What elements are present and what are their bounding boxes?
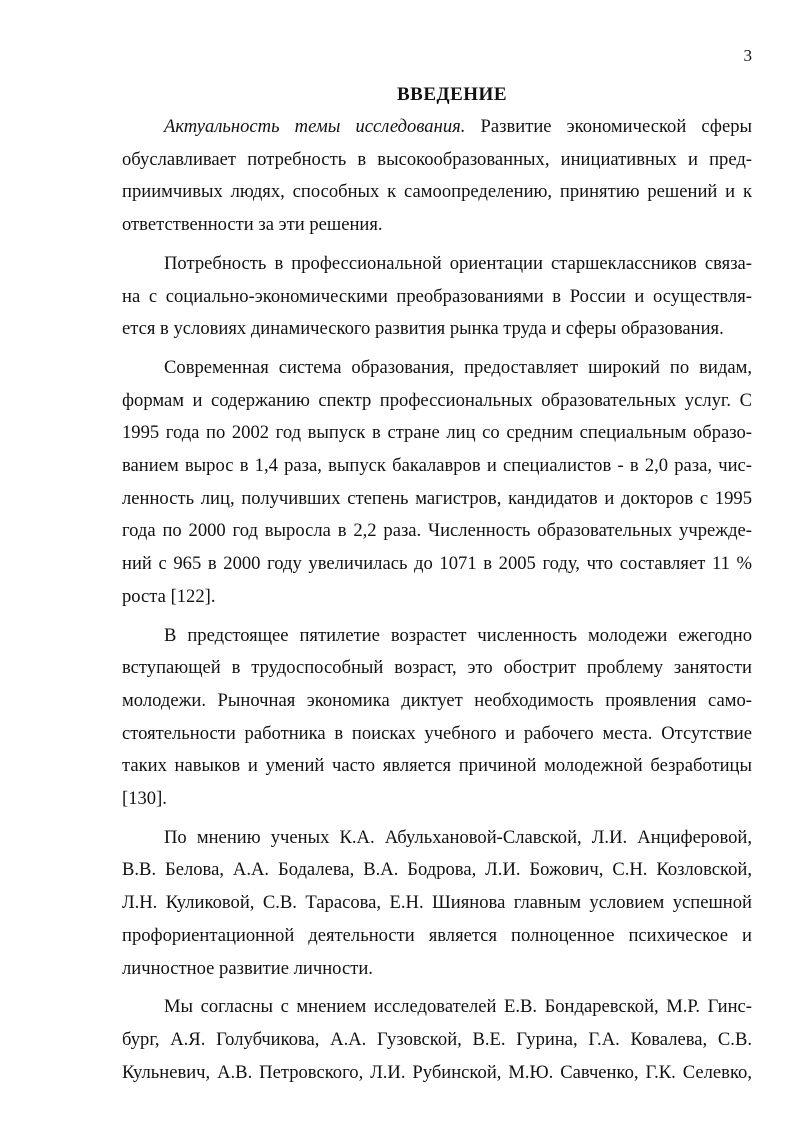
paragraph-lead: Актуальность темы исследования. [164,116,466,137]
paragraph-line: молодежи. Рыночная экономика диктует необходимость проявления само- [122,689,752,711]
paragraph-line: [130]. [122,788,167,810]
paragraph-line: приимчивых людях, способных к самоопределению, принятию решений и к [122,181,752,203]
paragraph-line: роста [122]. [122,585,216,607]
paragraph-line: В.В. Белова, А.А. Бодалева, В.А. Бодрова, Л.И. Божович, С.Н. Козловской, [122,859,752,881]
paragraph-career-guidance [122,248,752,346]
paragraph-researchers-agreement [122,991,752,1089]
paragraph-line: вступающей в трудоспособный возраст, это обострит проблему занятости [122,657,752,679]
document-body [122,111,752,1089]
paragraph-line: Актуальность темы исследования. Развитие экономической сферы [164,116,752,137]
paragraph-line: на с социально-экономическими преобразованиями в России и осуществля- [122,285,752,307]
paragraph-line: бург, А.Я. Голубчикова, А.А. Гузовской, В.Е. Гурина, Г.А. Ковалева, С.В. [122,1028,752,1050]
paragraph-line: В предстоящее пятилетие возрастет численность молодежи ежегодно [164,624,752,646]
paragraph-line: Потребность в профессиональной ориентации старшеклассников связа- [164,252,752,274]
paragraph-line: По мнению ученых К.А. Абульхановой-Славской, Л.И. Анциферовой, [164,826,752,848]
paragraph-line: Мы согласны с мнением исследователей Е.В. Бондаревской, М.Р. Гинс- [164,996,752,1018]
paragraph-line: стоятельности работника в поисках учебного и рабочего места. Отсутствие [122,722,752,744]
paragraph-line: личностное развитие личности. [122,957,373,979]
paragraph-line: ленность лиц, получивших степень магистров, кандидатов и докторов с 1995 [122,487,752,509]
paragraph-line: ется в условиях динамического развития рынка труда и сферы образования. [122,318,724,340]
paragraph-line: формам и содержанию спектр профессиональных образовательных услуг. С [122,389,752,411]
paragraph-line: Кульневич, А.В. Петровского, Л.И. Рубинской, М.Ю. Савченко, Г.К. Селевко, [122,1061,752,1083]
page-number: 3 [743,46,752,65]
paragraph-line: ответственности за эти решения. [122,214,383,236]
paragraph-education-system [122,352,752,614]
paragraph-line: обуславливает потребность в высокообразованных, инициативных и пред- [122,148,752,170]
paragraph-line: ванием вырос в 1,4 раза, выпуск бакалавров и специалистов - в 2,0 раза, чис- [122,455,752,477]
paragraph-line: таких навыков и умений часто является причиной молодежной безработицы [122,755,752,777]
paragraph-line: ний с 965 в 2000 году увеличилась до 1071 в 2005 году, что составляет 11 % [122,553,752,575]
paragraph-youth-employment [122,620,752,816]
paragraph-relevance [122,111,752,242]
paragraph-line: 1995 года по 2002 год выпуск в стране лиц со средним специальным образо- [122,422,752,444]
paragraph-scientists-opinion [122,822,752,986]
paragraph-line: Современная система образования, предоставляет широкий по видам, [164,356,752,378]
section-heading: ВВЕДЕНИЕ [397,84,507,105]
paragraph-line: года по 2000 год выросла в 2,2 раза. Численность образовательных учрежде- [122,520,752,542]
paragraph-line: Л.Н. Куликовой, С.В. Тарасова, Е.Н. Шиянова главным условием успешной [122,892,752,914]
paragraph-line: профориентационной деятельности является полноценное психическое и [122,924,752,946]
